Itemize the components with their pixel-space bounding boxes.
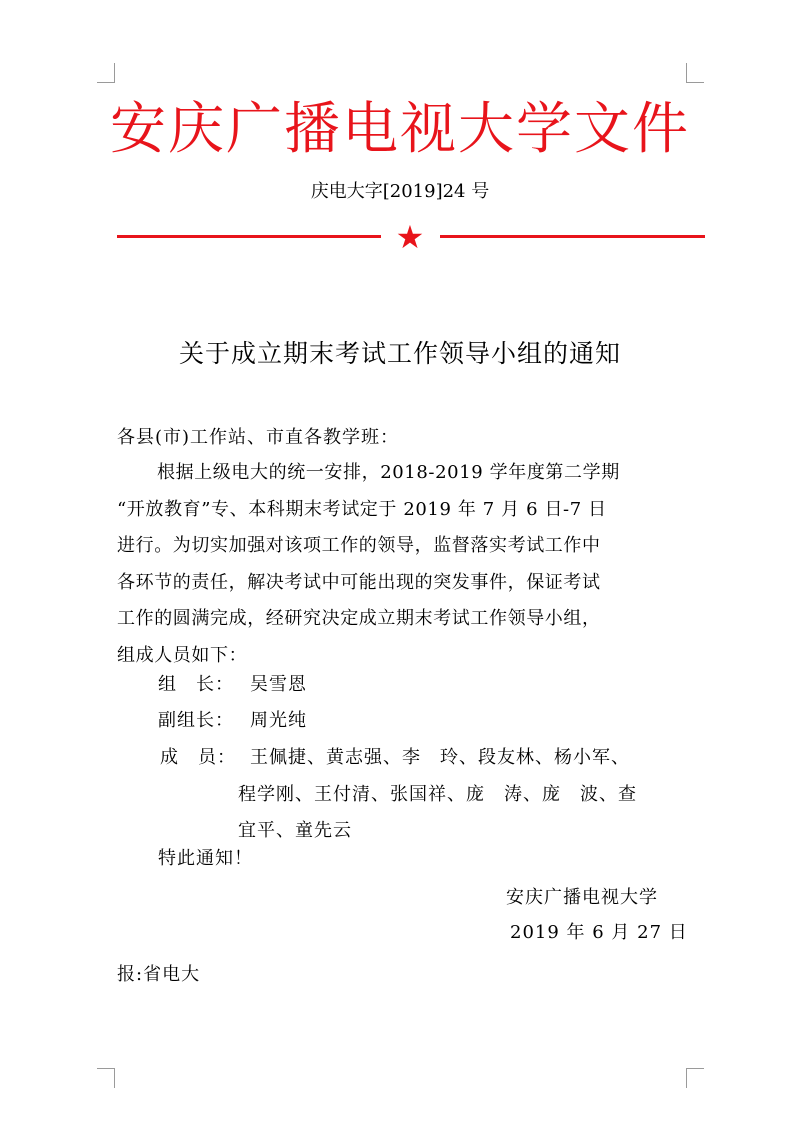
body-line: 组成人员如下：: [117, 644, 248, 666]
body-line: 工作的圆满完成，经研究决定成立期末考试工作领导小组，: [117, 608, 601, 629]
salutation: 各县(市)工作站、市直各教学班：: [117, 427, 400, 448]
body-line: “开放教育”专、本科期末考试定于 2019 年 7 月 6 日-7 日: [117, 498, 607, 520]
corner-mark-bottom-left: [97, 1068, 115, 1088]
document-number: 庆电大字[2019]24 号: [310, 181, 490, 202]
organization-title: 安庆广播电视大学文件: [110, 97, 690, 162]
corner-mark-top-left: [97, 63, 115, 83]
body-line: 进行。为切实加强对该项工作的领导，监督落实考试工作中: [117, 535, 601, 556]
corner-mark-bottom-right: [686, 1068, 704, 1088]
report-to: 报:省电大: [117, 964, 201, 985]
members-line: 王佩捷、黄志强、李 玲、段友林、杨小军、: [250, 747, 630, 768]
star-icon: ★: [395, 218, 425, 256]
members-line: 宜平、童先云: [238, 820, 352, 841]
deputy-name: 周光纯: [250, 710, 307, 731]
members-list: [238, 740, 637, 850]
signature-date: 2019 年 6 月 27 日: [510, 922, 688, 943]
header-divider-right: [440, 235, 705, 238]
body-paragraph: [117, 455, 687, 674]
members-label: 成 员：: [160, 747, 236, 768]
corner-mark-top-right: [686, 63, 704, 83]
leader-name: 吴雪恩: [250, 674, 307, 695]
members-line: 程学刚、王付清、张国祥、庞 涛、庞 波、查: [238, 783, 637, 805]
signature-organization: 安庆广播电视大学: [506, 887, 658, 908]
closing-remark: 特此通知！: [158, 848, 253, 869]
body-line: 根据上级电大的统一安排，2018-2019 学年度第二学期: [157, 462, 620, 483]
leader-label: 组 长：: [158, 674, 234, 695]
notice-title: 关于成立期末考试工作领导小组的通知: [178, 339, 621, 368]
header-divider-left: [117, 235, 381, 238]
body-line: 各环节的责任，解决考试中可能出现的突发事件，保证考试: [117, 571, 601, 593]
deputy-label: 副组长：: [158, 710, 234, 731]
